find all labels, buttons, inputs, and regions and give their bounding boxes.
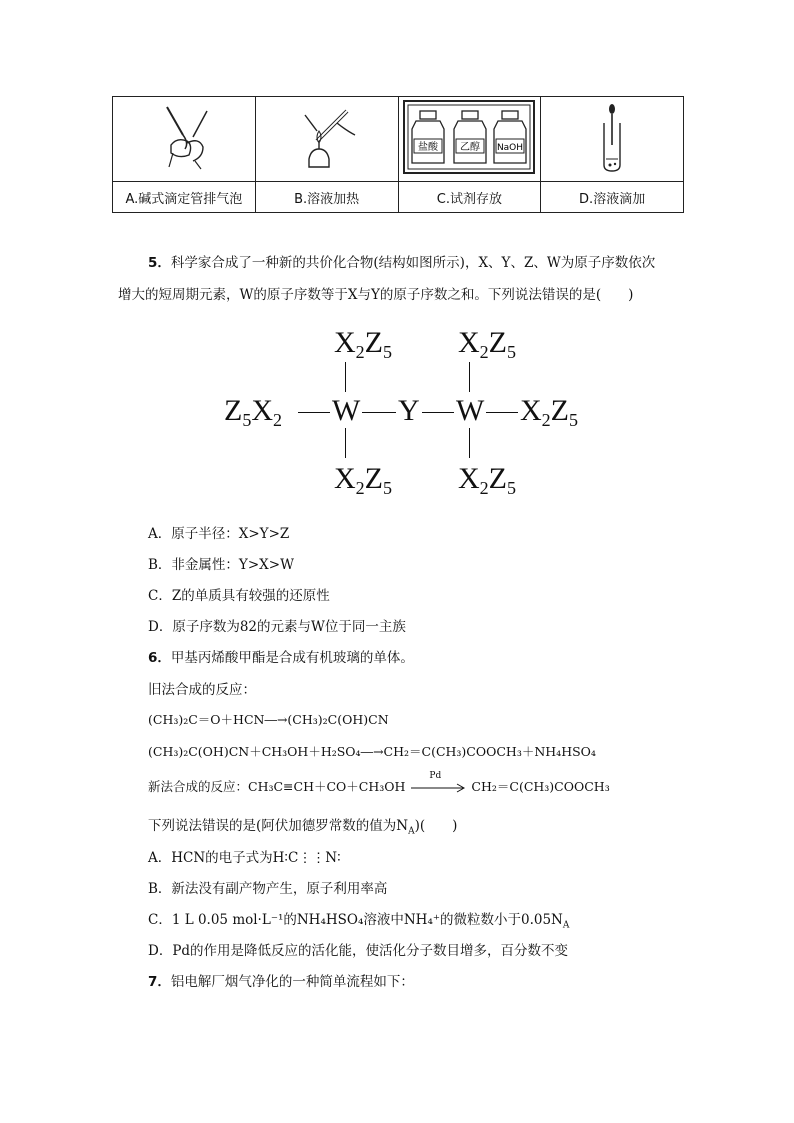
q6-stem: 6．甲基丙烯酸甲酯是合成有机玻璃的单体。 — [148, 650, 414, 666]
q6-question: 下列说法错误的是(阿伏加德罗常数的值为$N_A$)( ) — [148, 818, 458, 837]
bottle-label-ethanol: 乙醇 — [460, 142, 481, 153]
catalyst-label: Pd — [429, 770, 442, 781]
heating-illustration-cell — [255, 97, 398, 182]
structure-bottom-left: $X_2Z_5$ — [334, 462, 392, 498]
reagent-storage-cell — [398, 97, 541, 182]
bond-right — [486, 412, 518, 413]
q5-option-a: A．原子半径：X>Y>Z — [148, 526, 290, 542]
q5-stem-line1: 5．科学家合成了一种新的共价化合物(结构如图所示)，X、Y、Z、W为原子序数依次 — [148, 255, 656, 271]
q6-option-b: B．新法没有副产物产生，原子利用率高 — [148, 881, 388, 897]
q6-option-a: A．HCN的电子式为H∶C⋮⋮N∶ — [148, 850, 341, 866]
caption-d: D.溶液滴加 — [541, 182, 684, 213]
q6-number: 6 — [148, 650, 158, 666]
reaction-arrow-pd — [409, 770, 467, 795]
q6-old-equation-1: (CH₃)₂C＝O＋HCN―→(CH₃)₂C(OH)CN — [148, 712, 389, 727]
reagent-shelf-icon — [402, 99, 536, 175]
right-arrow-icon — [409, 781, 467, 795]
new-eq-left: CH₃C≡CH＋CO＋CH₃OH — [248, 779, 406, 794]
q6-option-d: D．Pd的作用是降低反应的活化能，使活化分子数目增多，百分数不变 — [148, 943, 569, 959]
q5-option-b: B．非金属性：Y>X>W — [148, 557, 294, 573]
q5-option-d: D．原子序数为82的元素与W位于同一主族 — [148, 619, 406, 635]
bond-top-left — [345, 362, 346, 392]
structure-right-group: $X_2Z_5$ — [520, 394, 578, 430]
caption-b: B.溶液加热 — [255, 182, 398, 213]
q6-option-c: C．1 L 0.05 mol·L⁻¹的NH₄HSO₄溶液中NH₄⁺的微粒数小于$0.05N_A$ — [148, 912, 570, 931]
bond-top-right — [469, 362, 470, 392]
bond-bottom-left — [345, 428, 346, 458]
structure-y: Y — [398, 394, 420, 427]
burette-illustration-cell — [113, 97, 256, 182]
dropper-test-tube-icon — [592, 101, 632, 173]
q6-new-equation: 新法合成的反应：CH₃C≡CH＋CO＋CH₃OH Pd CH₂＝C(CH₃)COOCH₃ — [148, 770, 610, 794]
caption-c: C.试剂存放 — [398, 182, 541, 213]
dropping-illustration-cell — [541, 97, 684, 182]
structure-bottom-right: $X_2Z_5$ — [458, 462, 516, 498]
structure-top-left: $X_2Z_5$ — [334, 326, 392, 362]
bond-left — [298, 412, 330, 413]
q7-number: 7 — [148, 974, 158, 990]
bond-bottom-right — [469, 428, 470, 458]
q5-stem-line2: 增大的短周期元素，W的原子序数等于X与Y的原子序数之和。下列说法错误的是( ) — [118, 287, 634, 303]
apparatus-table — [112, 96, 684, 213]
q5-option-c: C．Z的单质具有较强的还原性 — [148, 588, 330, 604]
bottle-label-naoh: NaOH — [497, 143, 524, 153]
structure-left-group: $Z_5X_2$ — [224, 394, 282, 430]
structure-w-left: W — [332, 394, 361, 427]
q5-number: 5 — [148, 255, 158, 271]
q5-structure-diagram — [220, 320, 600, 510]
q7-stem: 7．铝电解厂烟气净化的一种简单流程如下： — [148, 974, 414, 990]
structure-top-right: $X_2Z_5$ — [458, 326, 516, 362]
bottle-label-hcl: 盐酸 — [418, 142, 439, 153]
burette-bubble-icon — [149, 101, 219, 173]
structure-w-right: W — [456, 394, 485, 427]
q6-old-method-label: 旧法合成的反应： — [148, 682, 256, 698]
q6-old-equation-2: (CH₃)₂C(OH)CN＋CH₃OH＋H₂SO₄―→CH₂＝C(CH₃)COOCH₃＋NH₄HSO₄ — [148, 744, 596, 759]
test-tube-heating-icon — [287, 101, 367, 173]
bond-y-w — [422, 412, 454, 413]
caption-a: A.碱式滴定管排气泡 — [113, 182, 256, 213]
bond-w-y — [362, 412, 396, 413]
new-eq-right: CH₂＝C(CH₃)COOCH₃ — [471, 779, 610, 794]
